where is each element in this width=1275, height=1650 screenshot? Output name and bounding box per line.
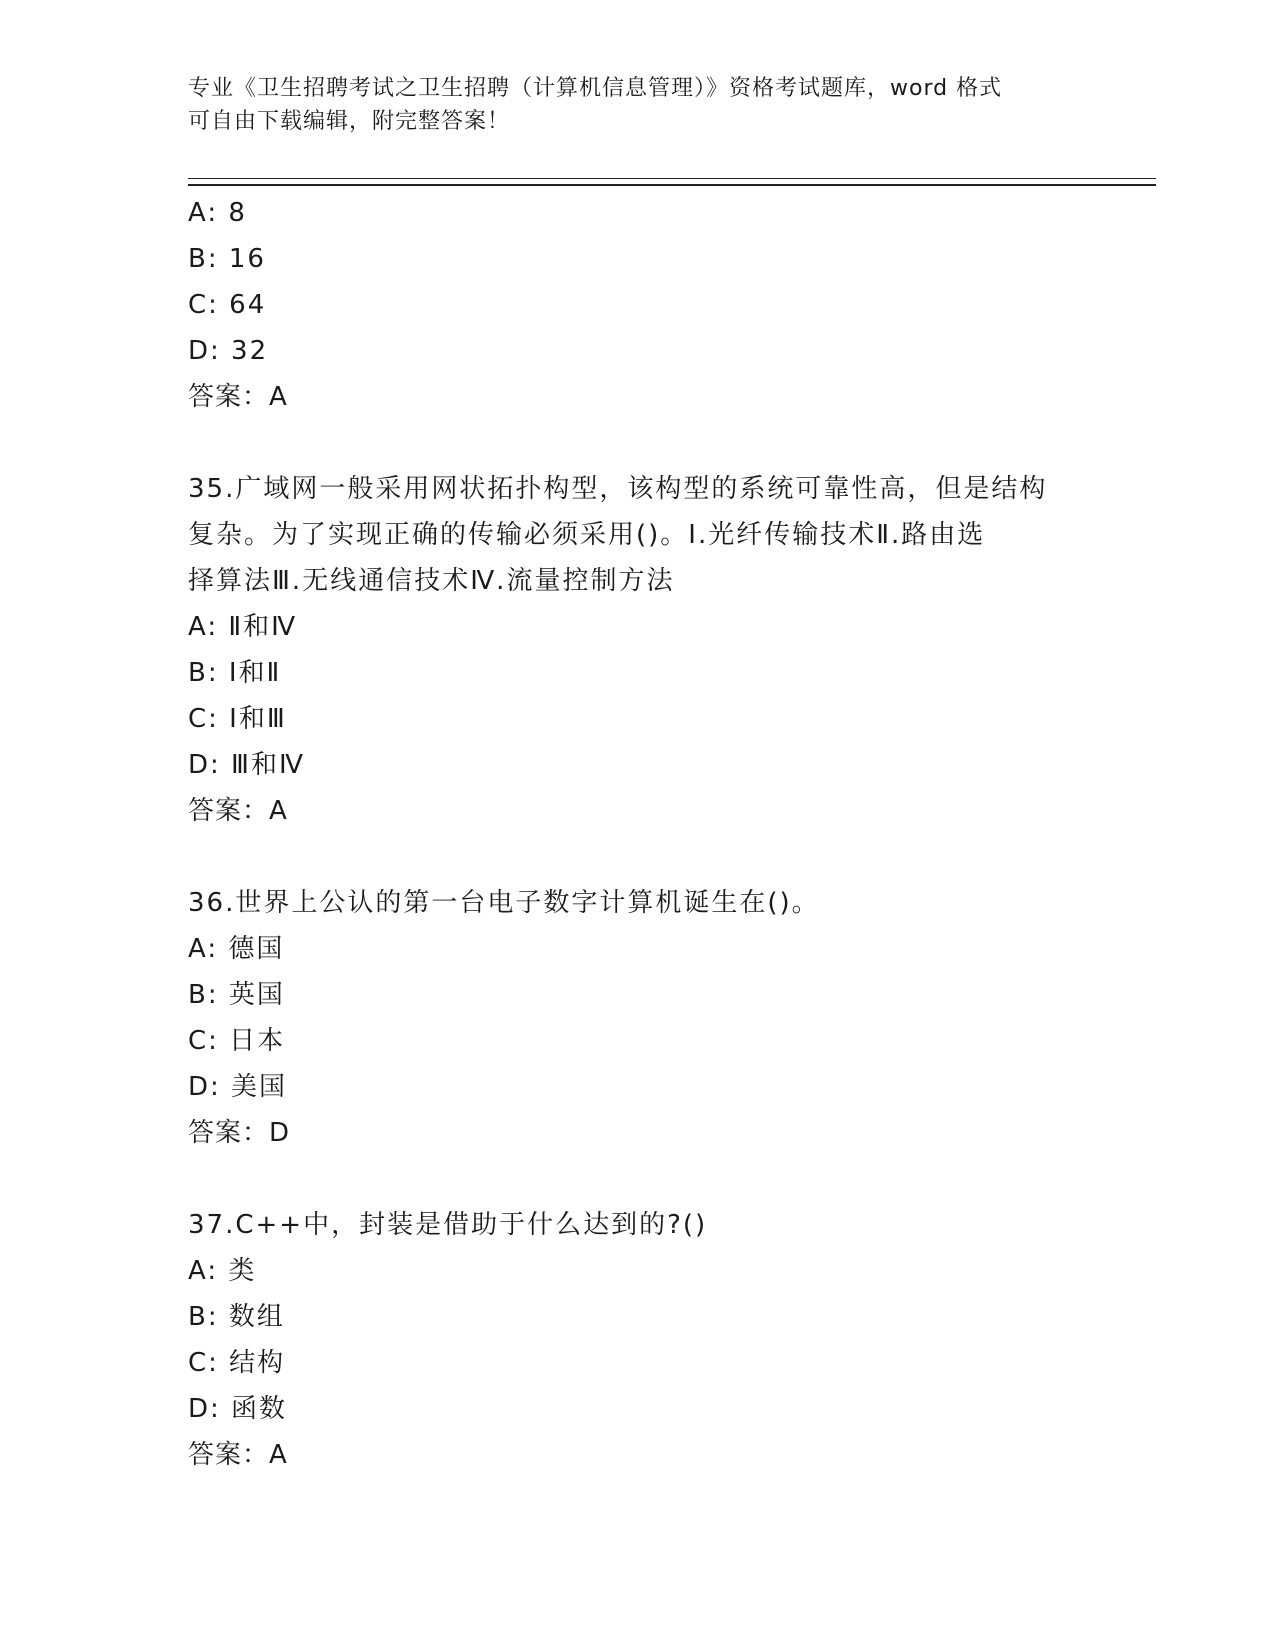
option-a: A: 德国 [188, 934, 285, 964]
option-c: C: 结构 [188, 1348, 286, 1378]
spacer [188, 834, 1088, 880]
option-d: D: Ⅲ和Ⅳ [188, 750, 305, 780]
header-line-2: 可自由下载编辑，附完整答案！ [188, 109, 511, 134]
header-divider [188, 178, 1156, 186]
question-list [188, 190, 1088, 1478]
option-d: D: 32 [188, 336, 269, 366]
option-a: A: Ⅱ和Ⅳ [188, 612, 298, 642]
document-header [188, 72, 1068, 138]
option-c: C: 64 [188, 290, 267, 320]
option-c: C: 日本 [188, 1026, 286, 1056]
question-stem-line: 择算法Ⅲ.无线通信技术Ⅳ.流量控制方法 [188, 566, 675, 596]
header-line-1: 专业《卫生招聘考试之卫生招聘（计算机信息管理）》资格考试题库，word 格式 [188, 76, 1003, 101]
option-b: B: 数组 [188, 1302, 285, 1332]
question-stem-line: 35.广域网一般采用网状拓扑构型，该构型的系统可靠性高，但是结构 [188, 474, 1048, 504]
spacer [188, 1156, 1088, 1202]
option-a: A: 类 [188, 1256, 257, 1286]
answer: 答案：A [188, 382, 288, 412]
question-stem: 37.C++中，封装是借助于什么达到的?() [188, 1210, 708, 1240]
option-b: B: 16 [188, 244, 266, 274]
question-36 [188, 880, 1088, 1156]
answer: 答案：A [188, 1440, 288, 1470]
answer: 答案：A [188, 796, 288, 826]
option-d: D: 美国 [188, 1072, 288, 1102]
option-a: A: 8 [188, 198, 247, 228]
question-37 [188, 1202, 1088, 1478]
question-stem: 36.世界上公认的第一台电子数字计算机诞生在()。 [188, 888, 820, 918]
option-d: D: 函数 [188, 1394, 288, 1424]
option-b: B: Ⅰ和Ⅱ [188, 658, 282, 688]
spacer [188, 420, 1088, 466]
option-b: B: 英国 [188, 980, 285, 1010]
question-34 [188, 190, 1088, 420]
question-stem-line: 复杂。为了实现正确的传输必须采用()。Ⅰ.光纤传输技术Ⅱ.路由选 [188, 520, 986, 550]
question-35 [188, 466, 1088, 834]
answer: 答案：D [188, 1118, 291, 1148]
option-c: C: Ⅰ和Ⅲ [188, 704, 287, 734]
